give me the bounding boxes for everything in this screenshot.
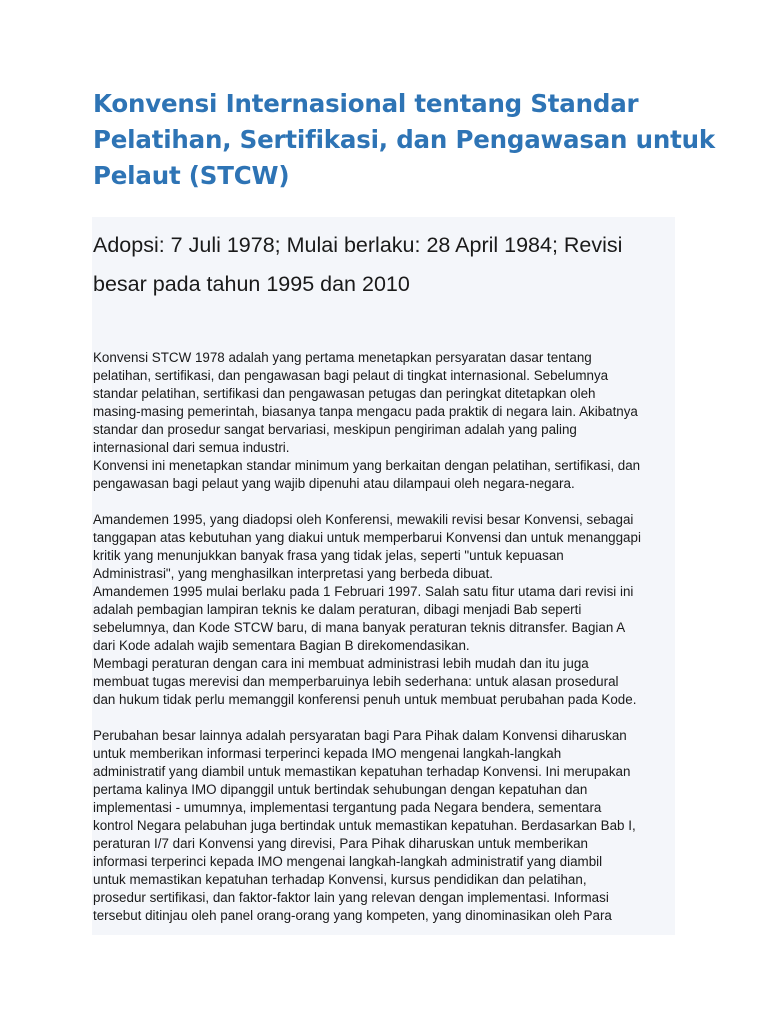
text-line: kontrol Negara pelabuhan juga bertindak untuk memastikan kepatuhan. Berdasarkan Bab I, — [93, 818, 636, 833]
subtitle — [93, 226, 693, 304]
text-line: administratif yang diambil untuk memastikan kepatuhan terhadap Konvensi. Ini merupakan — [93, 764, 631, 779]
text-line: kritik yang menunjukkan banyak frasa yang tidak jelas, seperti "untuk kepuasan — [93, 548, 564, 563]
page-title — [93, 86, 715, 194]
text-line: internasional dari semua industri. — [93, 440, 290, 455]
paragraph — [93, 511, 693, 709]
text-line: pelatihan, sertifikasi, dan pengawasan bagi pelaut di tingkat internasional. Sebelumnya — [93, 368, 609, 383]
text-line: membuat tugas merevisi dan memperbaruinya lebih sederhana: untuk alasan prosedural — [93, 674, 619, 689]
text-line: pengawasan bagi pelaut yang wajib dipenuhi atau dilampaui oleh negara-negara. — [93, 476, 575, 491]
text-line: masing-masing pemerintah, biasanya tanpa mengacu pada praktik di negara lain. Akibatnya — [93, 404, 638, 419]
text-line: sebelumnya, dan Kode STCW baru, di mana banyak peraturan teknis ditransfer. Bagian A — [93, 620, 626, 635]
text-line: adalah pembagian lampiran teknis ke dalam peraturan, dibagi menjadi Bab seperti — [93, 602, 582, 617]
text-line: Membagi peraturan dengan cara ini membuat administrasi lebih mudah dan itu juga — [93, 656, 589, 671]
text-line: implementasi - umumnya, implementasi tergantung pada Negara bendera, sementara — [93, 800, 602, 815]
subtitle-line: besar pada tahun 1995 dan 2010 — [93, 272, 410, 296]
title-line: Konvensi Internasional tentang Standar — [93, 89, 639, 118]
text-line: Konvensi STCW 1978 adalah yang pertama menetapkan persyaratan dasar tentang — [93, 350, 592, 365]
text-line: dari Kode adalah wajib sementara Bagian B direkomendasikan. — [93, 638, 470, 653]
paragraph-gap — [93, 493, 693, 511]
text-line: Amandemen 1995, yang diadopsi oleh Konferensi, mewakili revisi besar Konvensi, sebagai — [93, 512, 634, 527]
title-line: Pelaut (STCW) — [93, 161, 290, 190]
body-text — [93, 349, 693, 925]
text-line: pertama kalinya IMO dipanggil untuk bertindak sehubungan dengan kepatuhan dan — [93, 782, 588, 797]
text-line: tanggapan atas kebutuhan yang diakui untuk memperbarui Konvensi dan untuk menanggapi — [93, 530, 641, 545]
text-line: peraturan I/7 dari Konvensi yang direvisi, Para Pihak diharuskan untuk memberikan — [93, 836, 588, 851]
text-line: standar dan prosedur sangat bervariasi, meskipun pengiriman adalah yang paling — [93, 422, 577, 437]
text-line: prosedur sertifikasi, dan faktor-faktor lain yang relevan dengan implementasi. Informasi — [93, 890, 609, 905]
text-line: standar pelatihan, sertifikasi dan pengawasan petugas dan peringkat ditetapkan oleh — [93, 386, 596, 401]
paragraph-gap — [93, 709, 693, 727]
text-line: informasi terperinci kepada IMO mengenai langkah-langkah administratif yang diambil — [93, 854, 603, 869]
title-line: Pelatihan, Sertifikasi, dan Pengawasan untuk — [93, 125, 715, 154]
text-line: untuk memberikan informasi terperinci kepada IMO mengenai langkah-langkah — [93, 746, 562, 761]
paragraph — [93, 349, 693, 493]
text-line: tersebut ditinjau oleh panel orang-orang yang kompeten, yang dinominasikan oleh Para — [93, 908, 612, 923]
subtitle-line: Adopsi: 7 Juli 1978; Mulai berlaku: 28 April 1984; Revisi — [93, 233, 623, 257]
text-line: Amandemen 1995 mulai berlaku pada 1 Februari 1997. Salah satu fitur utama dari revisi ini — [93, 584, 634, 599]
paragraph — [93, 727, 693, 925]
text-line: Administrasi", yang menghasilkan interpretasi yang berbeda dibuat. — [93, 566, 494, 581]
text-line: dan hukum tidak perlu memanggil konferensi penuh untuk membuat perubahan pada Kode. — [93, 692, 637, 707]
text-line: Konvensi ini menetapkan standar minimum yang berkaitan dengan pelatihan, sertifikasi, dan — [93, 458, 641, 473]
text-line: Perubahan besar lainnya adalah persyaratan bagi Para Pihak dalam Konvensi diharuskan — [93, 728, 627, 743]
text-line: untuk memastikan kepatuhan terhadap Konvensi, kursus pendidikan dan pelatihan, — [93, 872, 587, 887]
